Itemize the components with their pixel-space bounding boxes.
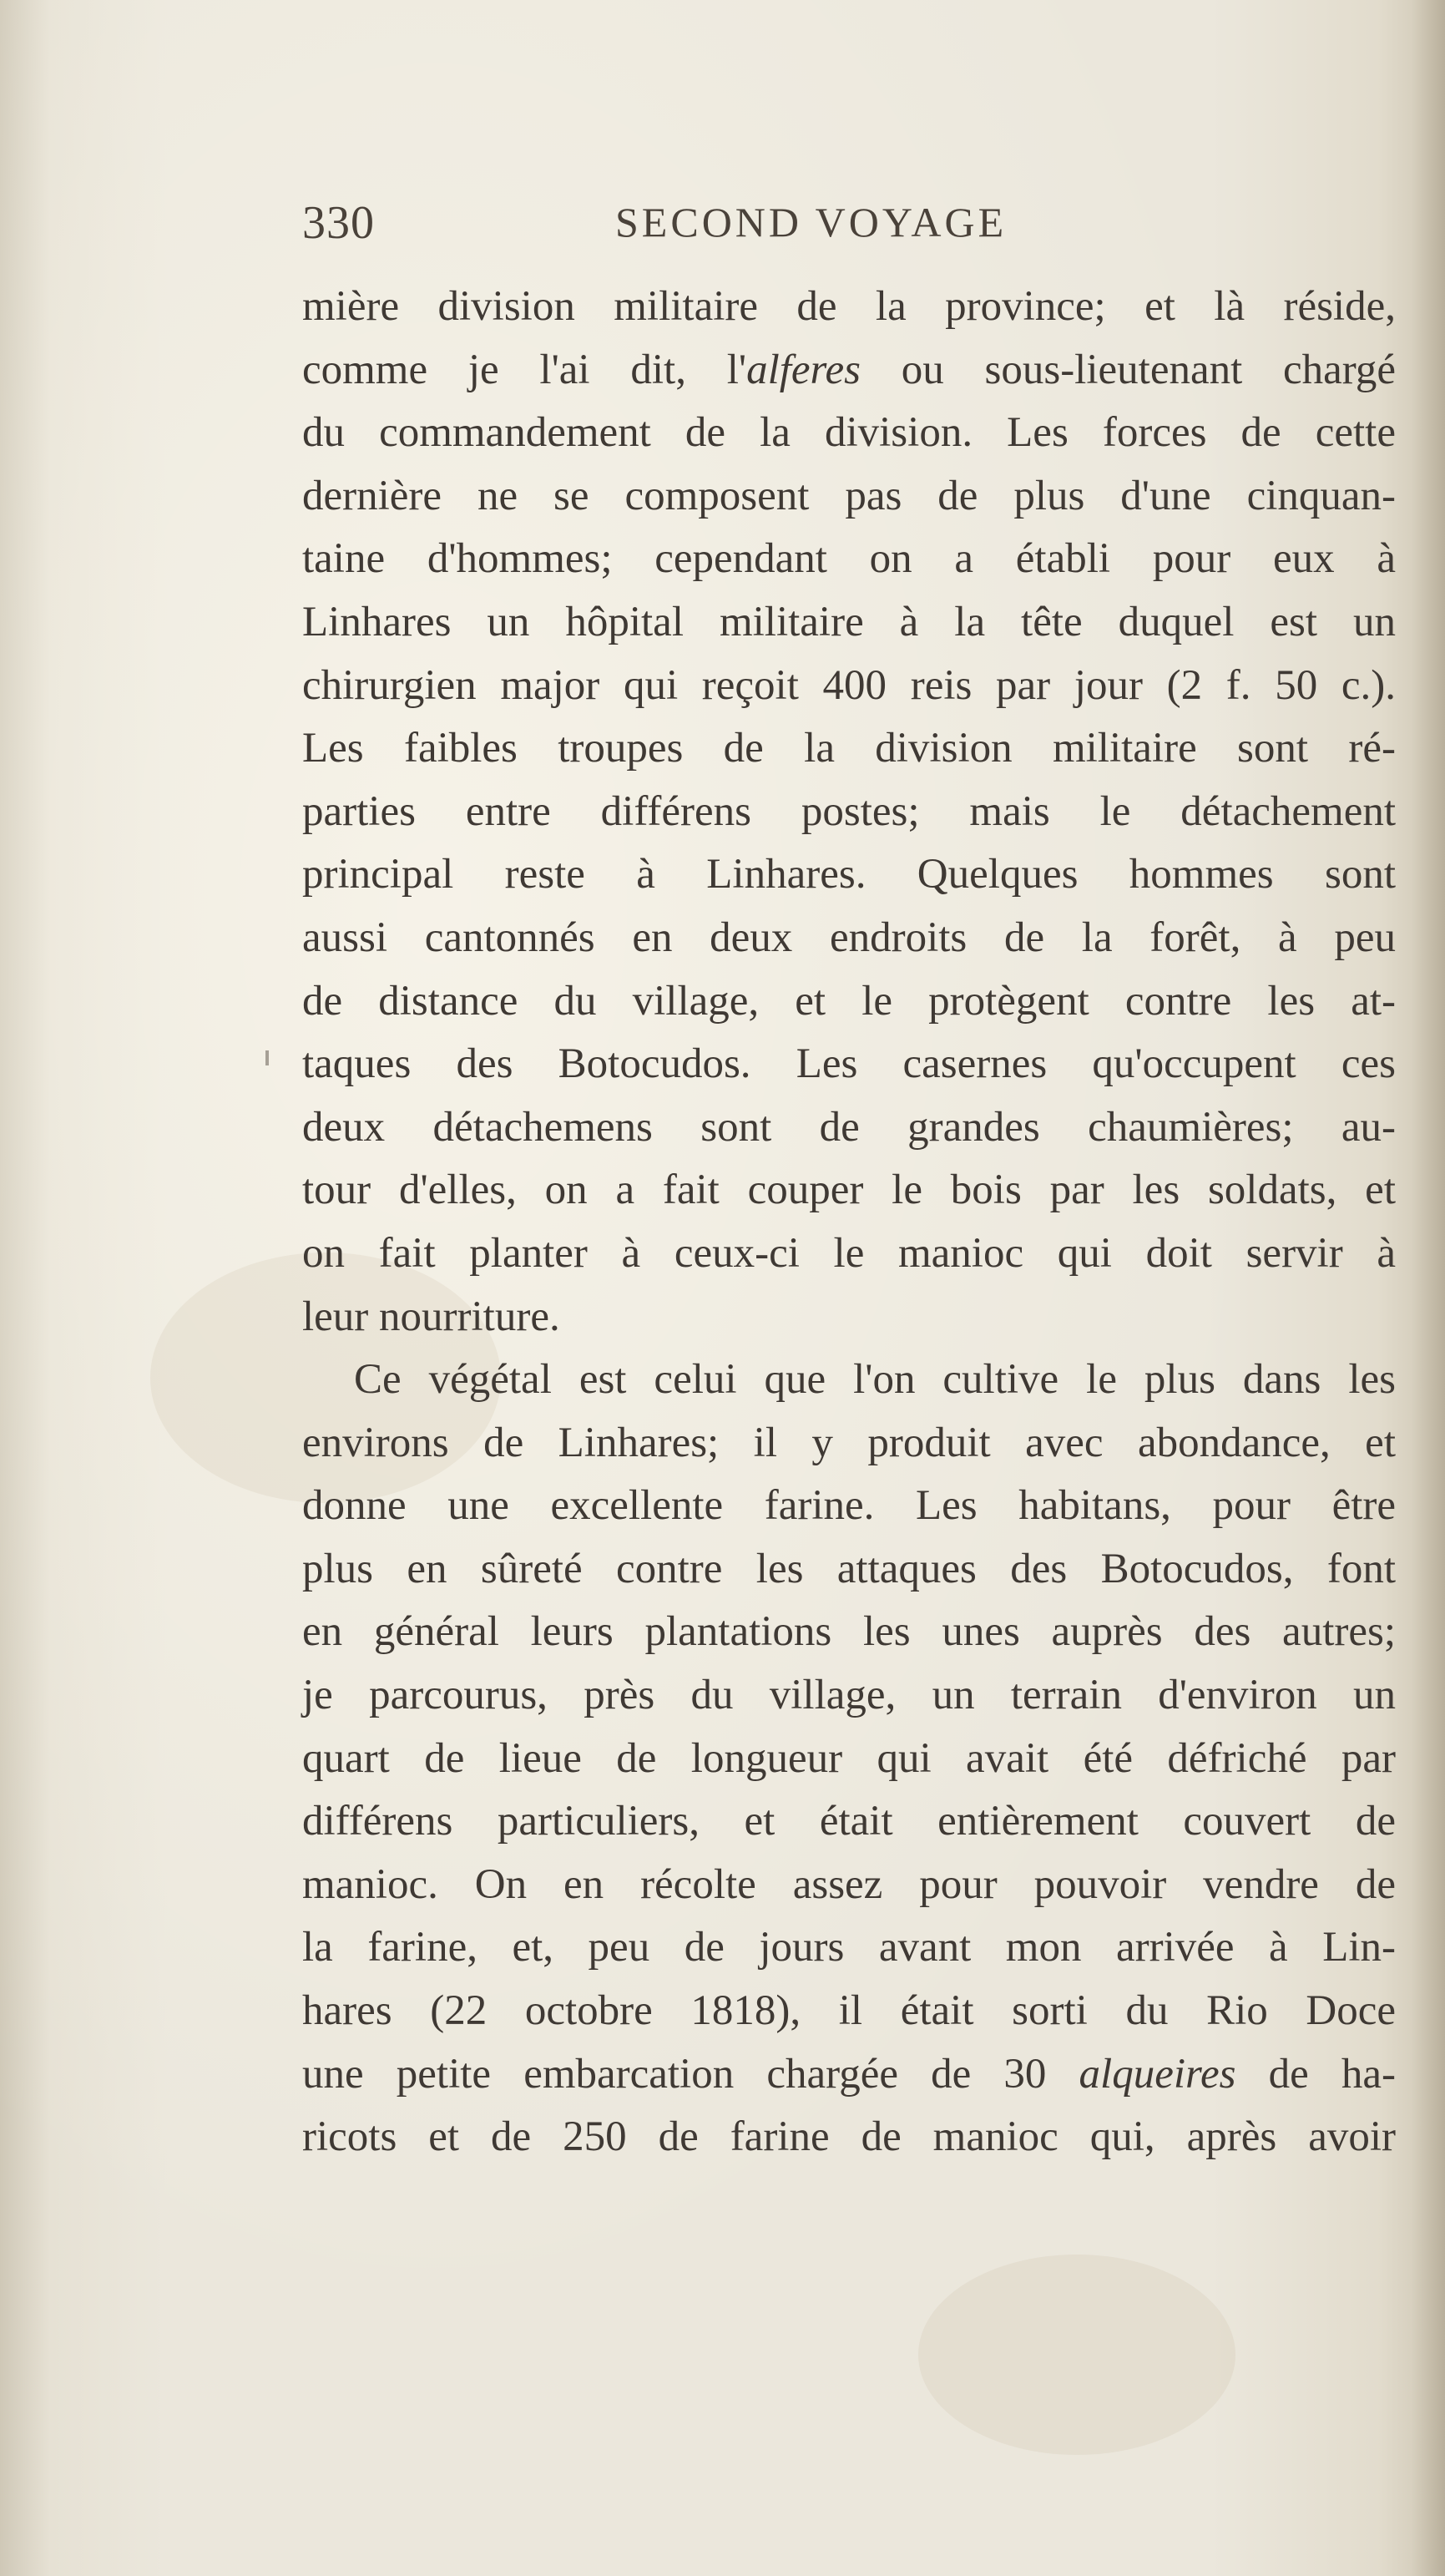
paragraph [302,1349,1396,2169]
text-run: quart de lieue de longueur qui avait été défriché par [302,1734,1396,1782]
text-line [302,2106,1396,2169]
text-line [302,2043,1396,2107]
text-run: parties entre différens postes; mais le détachement [302,787,1396,835]
text-run: différens particuliers, et était entièrement couvert de [302,1798,1396,1845]
text-line [302,1916,1396,1980]
text-line [302,1286,1396,1349]
text-line [302,1538,1396,1602]
text-line [302,1412,1396,1475]
text-run: leur nourriture. [302,1293,560,1340]
text-run: manioc. On en récolte assez pour pouvoir vendre de [302,1860,1396,1908]
text-line [302,465,1396,529]
text-run: tour d'elles, on a fait couper le bois par les soldats, et [302,1167,1396,1214]
text-run: ou sous-lieutenant chargé [860,346,1396,393]
text-run: principal reste à Linhares. Quelques hommes sont [302,851,1396,898]
italic-term: alferes [746,346,861,393]
text-line [302,402,1396,465]
body-text [302,276,1396,2169]
text-line [302,1349,1396,1412]
text-line [302,1222,1396,1286]
text-line [302,843,1396,907]
text-line [302,1980,1396,2043]
page-edge-shadow [1412,0,1445,2576]
text-run: je parcourus, près du village, un terrain d'environ un [302,1672,1396,1719]
paper-stain [918,2255,1235,2455]
text-run: on fait planter à ceux-ci le manioc qui doit servir à [302,1229,1396,1277]
text-run: une petite embarcation chargée de 30 [302,2050,1079,2098]
text-line [302,276,1396,339]
text-run: taques des Botocudos. Les casernes qu'occupent ces [302,1040,1396,1088]
text-run: aussi cantonnés en deux endroits de la forêt, à peu [302,913,1396,961]
text-line [302,1601,1396,1664]
text-run: ricots et de 250 de farine de manioc qui, après avoir [302,2113,1396,2161]
text-line [302,781,1396,844]
text-line [302,1096,1396,1160]
page-header [302,196,1396,255]
italic-term: alqueires [1079,2050,1236,2098]
text-run: donne une excellente farine. Les habitans, pour être [302,1482,1396,1530]
text-run: deux détachemens sont de grandes chaumières; au- [302,1103,1396,1151]
text-run: mière division militaire de la province; et là réside, [302,283,1396,330]
text-run: comme je l'ai dit, l' [302,346,747,393]
text-run: en général leurs plantations les unes auprès des autres; [302,1608,1396,1656]
text-run: plus en sûreté contre les attaques des Botocudos, font [302,1545,1396,1592]
text-line [302,717,1396,781]
text-line [302,655,1396,718]
text-run: Ce végétal est celui que l'on cultive le plus dans les [354,1356,1396,1404]
text-line [302,339,1396,402]
text-line [302,907,1396,970]
text-run: du commandement de la division. Les forces de cette [302,409,1396,457]
text-line [302,591,1396,655]
text-run: dernière ne se composent pas de plus d'une cinquan- [302,472,1396,519]
text-line [302,1159,1396,1222]
paragraph [302,276,1396,1349]
text-run: chirurgien major qui reçoit 400 reis par jour (2 f. 50 c.). [302,661,1396,709]
text-run: la farine, et, peu de jours avant mon arrivée à Lin- [302,1924,1396,1971]
margin-mark [265,1050,269,1065]
text-line [302,1664,1396,1728]
text-line [302,1854,1396,1917]
text-run: taine d'hommes; cependant on a établi pour eux à [302,535,1396,583]
text-line [302,528,1396,591]
text-run: environs de Linhares; il y produit avec abondance, et [302,1419,1396,1466]
text-line [302,1728,1396,1791]
text-run: hares (22 octobre 1818), il était sorti du Rio Doce [302,1987,1396,2035]
text-run: de ha- [1235,2050,1396,2098]
text-line [302,970,1396,1034]
page-number: 330 [302,197,375,249]
text-line [302,1475,1396,1538]
text-run: Linhares un hôpital militaire à la tête duquel est un [302,598,1396,645]
text-run: de distance du village, et le protègent contre les at- [302,977,1396,1025]
text-line [302,1790,1396,1854]
text-line [302,1033,1396,1096]
running-head: SECOND VOYAGE [615,199,1008,245]
text-run: Les faibles troupes de la division militaire sont ré- [302,725,1396,772]
